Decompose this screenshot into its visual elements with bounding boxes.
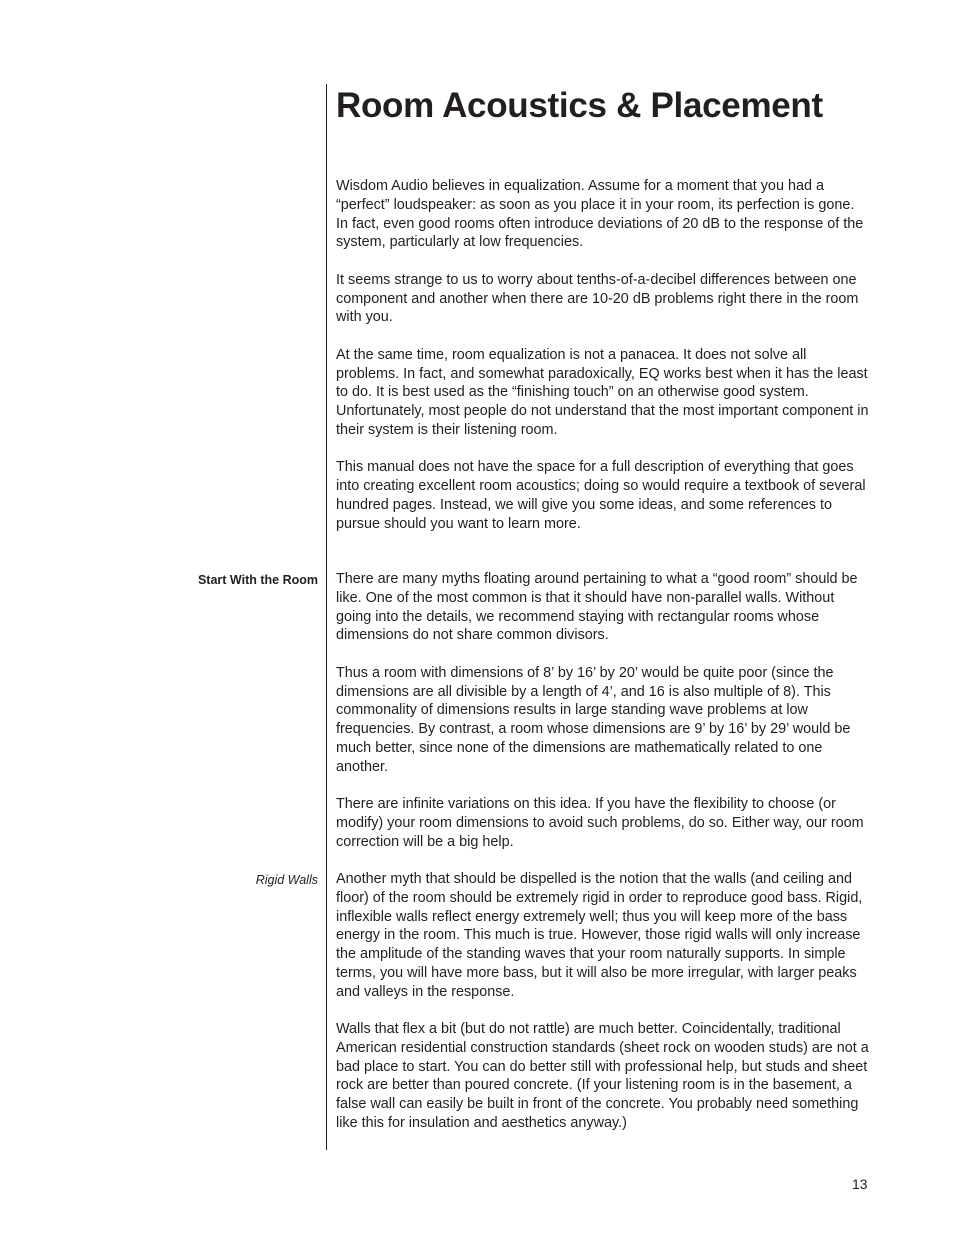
section-paragraph: Thus a room with dimensions of 8’ by 16’ by 20’ would be quite poor (since the dimensions are all divisible by a length of 4’, and 16 is also multiple of 8). This commonality of dimensions results in large standing wave problems at low frequencies. By contrast, a room whose dimensions are 9’ by 16’ by 29’ would be much better, since none of the dimensions are mathematically related to one another.: [336, 664, 851, 775]
intro-paragraph: It seems strange to us to worry about tenths-of-a-decibel differences between one component and another when there are 10-20 dB problems right there in the room with you.: [336, 271, 859, 326]
intro-body: [336, 177, 870, 552]
section-heading: Start With the Room: [197, 573, 318, 587]
page-title: Room Acoustics & Placement: [336, 86, 823, 125]
subsection-body: [336, 870, 870, 1151]
subsection-heading: Rigid Walls: [255, 873, 318, 887]
margin-rule: [326, 84, 327, 1150]
subsection-paragraph: Walls that flex a bit (but do not rattle) are much better. Coincidentally, traditional American residential construction standards (sheet rock on wooden studs) are not a bad place to start. You can do better still with professional help, but studs and sheet rock are better than poured concrete. (If your listening room is in the basement, a false wall can easily be built in front of the concrete. You probably need something like this for insulation and aesthetics anyway.): [336, 1021, 869, 1131]
subsection-paragraph: Another myth that should be dispelled is the notion that the walls (and ceiling and floor) of the room should be extremely rigid in order to reproduce good bass. Rigid, inflexible walls reflect energy extremely well; thus you will keep more of the bass energy in the room. This much is true. However, those rigid walls will only increase the amplitude of the standing waves that your room naturally supports. In simple terms, you will have more bass, but it will also be more irregular, with larger peaks and valleys in the response.: [336, 871, 863, 1000]
page-number: 13: [852, 1176, 868, 1192]
intro-paragraph: Wisdom Audio believes in equalization. Assume for a moment that you had a “perfect” loudspeaker: as soon as you place it in your room, its perfection is gone. In fact, even good rooms often introduce deviations of 20 dB to the response of the system, particularly at low frequencies.: [336, 178, 864, 251]
intro-paragraph: This manual does not have the space for a full description of everything that goes into creating excellent room acoustics; doing so would require a textbook of several hundred pages. Instead, we will give you some ideas, and some references to pursue should you want to learn more.: [336, 459, 866, 532]
intro-paragraph: At the same time, room equalization is not a panacea. It does not solve all problems. In fact, and somewhat paradoxically, EQ works best when it has the least to do. It is best used as the “finishing touch” on an otherwise good system. Unfortunately, most people do not understand that the most important component in their system is their listening room.: [336, 346, 869, 438]
section-paragraph: There are infinite variations on this idea. If you have the flexibility to choose (or modify) your room dimensions to avoid such problems, do so. Either way, our room correction will be a big help.: [336, 796, 864, 850]
section-paragraph: There are many myths floating around pertaining to what a “good room” should be like. One of the most common is that it should have non-parallel walls. Without going into the details, we recommend staying with rectangular rooms whose dimensions do not share common divisors.: [336, 571, 858, 644]
section-body: [336, 570, 870, 870]
